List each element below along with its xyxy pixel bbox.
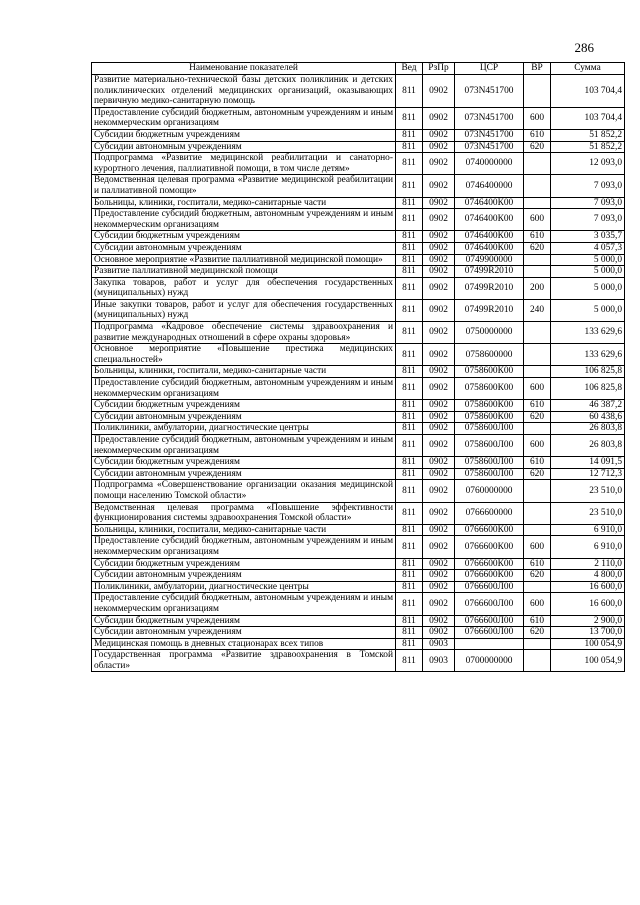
cell-vr: 620	[524, 411, 551, 423]
cell-vr	[524, 322, 551, 344]
table-row	[92, 254, 625, 266]
cell-sum: 2 110,0	[551, 558, 625, 570]
cell-vr: 620	[524, 570, 551, 582]
cell-rzpr: 0902	[423, 570, 455, 582]
cell-sum: 100 054,9	[551, 650, 625, 672]
cell-vr	[524, 366, 551, 378]
table-row	[92, 277, 625, 299]
cell-name: Субсидии автономным учреждениям	[92, 570, 396, 582]
cell-ved: 811	[396, 650, 423, 672]
cell-csr: 0758600К00	[455, 411, 524, 423]
cell-vr	[524, 75, 551, 108]
cell-name: Больницы, клиники, госпитали, медико-санитарные части	[92, 366, 396, 378]
cell-rzpr: 0902	[423, 366, 455, 378]
cell-rzpr: 0902	[423, 107, 455, 129]
cell-csr: 0760000000	[455, 480, 524, 502]
cell-name: Субсидии автономным учреждениям	[92, 141, 396, 153]
cell-csr: 073N451700	[455, 129, 524, 141]
cell-name: Субсидии бюджетным учреждениям	[92, 400, 396, 412]
cell-vr	[524, 197, 551, 209]
page-number: 286	[574, 40, 594, 55]
cell-ved: 811	[396, 197, 423, 209]
cell-rzpr: 0902	[423, 536, 455, 558]
table-row	[92, 593, 625, 615]
cell-csr: 0766600К00	[455, 558, 524, 570]
cell-rzpr: 0902	[423, 502, 455, 524]
cell-vr	[524, 153, 551, 175]
cell-ved: 811	[396, 411, 423, 423]
table-row	[92, 107, 625, 129]
cell-name: Основное мероприятие «Развитие паллиативной медицинской помощи»	[92, 254, 396, 266]
cell-csr: 0758600К00	[455, 378, 524, 400]
cell-ved: 811	[396, 536, 423, 558]
table-row	[92, 299, 625, 321]
cell-csr: 0758600000	[455, 344, 524, 366]
cell-name: Подпрограмма «Развитие медицинской реабилитации и санаторно-курортного лечения, паллиативной помощи, в том числе детям»	[92, 153, 396, 175]
cell-vr: 200	[524, 277, 551, 299]
table-row	[92, 378, 625, 400]
table-row	[92, 366, 625, 378]
cell-name: Государственная программа «Развитие здравоохранения в Томской области»	[92, 650, 396, 672]
cell-rzpr: 0902	[423, 435, 455, 457]
cell-sum: 46 387,2	[551, 400, 625, 412]
cell-name: Предоставление субсидий бюджетным, автономным учреждениям и иным некоммерческим организациям	[92, 209, 396, 231]
cell-vr	[524, 502, 551, 524]
table-row	[92, 627, 625, 639]
cell-vr: 600	[524, 209, 551, 231]
cell-ved: 811	[396, 277, 423, 299]
cell-csr: 073N451700	[455, 141, 524, 153]
cell-vr	[524, 344, 551, 366]
cell-csr: 0746400К00	[455, 197, 524, 209]
cell-rzpr: 0902	[423, 254, 455, 266]
cell-rzpr: 0902	[423, 400, 455, 412]
cell-rzpr: 0902	[423, 175, 455, 197]
table-row	[92, 411, 625, 423]
cell-rzpr: 0902	[423, 457, 455, 469]
table-row	[92, 175, 625, 197]
table-row	[92, 231, 625, 243]
cell-sum: 4 800,0	[551, 570, 625, 582]
cell-csr: 07499R2010	[455, 277, 524, 299]
cell-vr: 600	[524, 593, 551, 615]
cell-ved: 811	[396, 141, 423, 153]
cell-vr: 600	[524, 536, 551, 558]
table-row	[92, 558, 625, 570]
cell-csr: 07499R2010	[455, 299, 524, 321]
cell-ved: 811	[396, 107, 423, 129]
cell-rzpr: 0902	[423, 615, 455, 627]
cell-ved: 811	[396, 457, 423, 469]
cell-sum: 26 803,8	[551, 423, 625, 435]
cell-sum: 7 093,0	[551, 209, 625, 231]
table-row	[92, 129, 625, 141]
cell-name: Подпрограмма «Кадровое обеспечение системы здравоохранения и развитие международных отношений в сфере охраны здоровья»	[92, 322, 396, 344]
cell-ved: 811	[396, 480, 423, 502]
table-row	[92, 266, 625, 278]
cell-name: Субсидии автономным учреждениям	[92, 242, 396, 254]
cell-ved: 811	[396, 75, 423, 108]
cell-csr: 0758600Л00	[455, 435, 524, 457]
cell-csr: 0766600К00	[455, 570, 524, 582]
table-row	[92, 536, 625, 558]
cell-name: Больницы, клиники, госпитали, медико-санитарные части	[92, 197, 396, 209]
cell-csr: 0746400000	[455, 175, 524, 197]
cell-name: Ведомственная целевая программа «Повышение эффективности функционирования системы здравоохранения Томской области»	[92, 502, 396, 524]
table-row	[92, 524, 625, 536]
cell-sum: 16 600,0	[551, 581, 625, 593]
cell-ved: 811	[396, 209, 423, 231]
cell-name: Субсидии бюджетным учреждениям	[92, 231, 396, 243]
cell-csr: 073N451700	[455, 107, 524, 129]
header-vr: ВР	[524, 63, 551, 75]
cell-sum: 2 900,0	[551, 615, 625, 627]
cell-ved: 811	[396, 570, 423, 582]
cell-ved: 811	[396, 242, 423, 254]
cell-name: Субсидии бюджетным учреждениям	[92, 558, 396, 570]
cell-sum: 14 091,5	[551, 457, 625, 469]
table-row	[92, 650, 625, 672]
table-row	[92, 153, 625, 175]
cell-rzpr: 0902	[423, 75, 455, 108]
table-row	[92, 344, 625, 366]
cell-name: Субсидии бюджетным учреждениям	[92, 129, 396, 141]
cell-rzpr: 0902	[423, 129, 455, 141]
cell-ved: 811	[396, 615, 423, 627]
cell-sum: 133 629,6	[551, 322, 625, 344]
cell-csr: 0758600Л00	[455, 468, 524, 480]
cell-rzpr: 0902	[423, 593, 455, 615]
cell-vr	[524, 175, 551, 197]
cell-ved: 811	[396, 254, 423, 266]
cell-vr: 610	[524, 231, 551, 243]
cell-vr	[524, 650, 551, 672]
cell-rzpr: 0902	[423, 423, 455, 435]
cell-rzpr: 0902	[423, 266, 455, 278]
cell-rzpr: 0902	[423, 411, 455, 423]
cell-sum: 13 700,0	[551, 627, 625, 639]
table-row	[92, 468, 625, 480]
cell-rzpr: 0902	[423, 581, 455, 593]
cell-name: Подпрограмма «Совершенствование организации оказания медицинской помощи населению Томской области»	[92, 480, 396, 502]
cell-csr: 0758600К00	[455, 366, 524, 378]
table-body	[92, 75, 625, 672]
table-row	[92, 197, 625, 209]
cell-vr	[524, 524, 551, 536]
cell-rzpr: 0902	[423, 277, 455, 299]
cell-sum: 100 054,9	[551, 638, 625, 650]
table-row	[92, 423, 625, 435]
header-name: Наименование показателей	[92, 63, 396, 75]
cell-vr	[524, 423, 551, 435]
table-row	[92, 322, 625, 344]
cell-vr: 600	[524, 107, 551, 129]
cell-name: Предоставление субсидий бюджетным, автономным учреждениям и иным некоммерческим организациям	[92, 107, 396, 129]
table-row	[92, 242, 625, 254]
cell-name: Предоставление субсидий бюджетным, автономным учреждениям и иным некоммерческим организациям	[92, 435, 396, 457]
cell-sum: 26 803,8	[551, 435, 625, 457]
cell-csr: 0766600Л00	[455, 627, 524, 639]
cell-csr: 0766600К00	[455, 524, 524, 536]
cell-csr: 0700000000	[455, 650, 524, 672]
table-row	[92, 502, 625, 524]
table-row	[92, 400, 625, 412]
cell-sum: 6 910,0	[551, 524, 625, 536]
cell-sum: 12 093,0	[551, 153, 625, 175]
cell-csr: 0758600К00	[455, 400, 524, 412]
cell-name: Субсидии бюджетным учреждениям	[92, 457, 396, 469]
cell-sum: 60 438,6	[551, 411, 625, 423]
cell-ved: 811	[396, 593, 423, 615]
cell-sum: 103 704,4	[551, 107, 625, 129]
cell-vr: 600	[524, 378, 551, 400]
cell-sum: 23 510,0	[551, 480, 625, 502]
cell-csr: 0746400К00	[455, 242, 524, 254]
cell-name: Развитие материально-технической базы детских поликлиник и детских поликлинических отделений медицинских организаций, оказывающих первичную медико-санитарную помощь	[92, 75, 396, 108]
cell-name: Субсидии автономным учреждениям	[92, 627, 396, 639]
cell-rzpr: 0902	[423, 231, 455, 243]
cell-ved: 811	[396, 400, 423, 412]
cell-name: Иные закупки товаров, работ и услуг для обеспечения государственных (муниципальных) нужд	[92, 299, 396, 321]
cell-csr: 07499R2010	[455, 266, 524, 278]
cell-name: Медицинская помощь в дневных стационарах всех типов	[92, 638, 396, 650]
cell-sum: 4 057,3	[551, 242, 625, 254]
cell-csr	[455, 638, 524, 650]
cell-sum: 6 910,0	[551, 536, 625, 558]
cell-rzpr: 0902	[423, 141, 455, 153]
cell-vr: 610	[524, 615, 551, 627]
cell-vr: 610	[524, 457, 551, 469]
cell-rzpr: 0902	[423, 209, 455, 231]
cell-vr: 620	[524, 242, 551, 254]
table-row	[92, 141, 625, 153]
cell-sum: 51 852,2	[551, 141, 625, 153]
cell-vr	[524, 480, 551, 502]
cell-name: Больницы, клиники, госпитали, медико-санитарные части	[92, 524, 396, 536]
cell-sum: 106 825,8	[551, 366, 625, 378]
cell-ved: 811	[396, 558, 423, 570]
table-row	[92, 457, 625, 469]
cell-ved: 811	[396, 581, 423, 593]
cell-sum: 12 712,3	[551, 468, 625, 480]
cell-sum: 51 852,2	[551, 129, 625, 141]
cell-vr: 610	[524, 558, 551, 570]
cell-sum: 7 093,0	[551, 175, 625, 197]
cell-sum: 5 000,0	[551, 266, 625, 278]
cell-vr: 620	[524, 468, 551, 480]
cell-csr: 0758600Л00	[455, 423, 524, 435]
cell-vr	[524, 638, 551, 650]
cell-ved: 811	[396, 524, 423, 536]
cell-sum: 106 825,8	[551, 378, 625, 400]
cell-ved: 811	[396, 129, 423, 141]
cell-csr: 073N451700	[455, 75, 524, 108]
cell-csr: 0766600Л00	[455, 615, 524, 627]
cell-vr: 610	[524, 129, 551, 141]
cell-ved: 811	[396, 266, 423, 278]
cell-rzpr: 0903	[423, 650, 455, 672]
cell-rzpr: 0902	[423, 322, 455, 344]
cell-sum: 133 629,6	[551, 344, 625, 366]
cell-sum: 23 510,0	[551, 502, 625, 524]
cell-vr: 620	[524, 627, 551, 639]
cell-vr: 620	[524, 141, 551, 153]
cell-csr: 0749900000	[455, 254, 524, 266]
cell-sum: 7 093,0	[551, 197, 625, 209]
table-row	[92, 615, 625, 627]
cell-sum: 5 000,0	[551, 299, 625, 321]
cell-rzpr: 0902	[423, 480, 455, 502]
cell-rzpr: 0902	[423, 524, 455, 536]
cell-csr: 0766600К00	[455, 536, 524, 558]
cell-name: Ведомственная целевая программа «Развитие медицинской реабилитации и паллиативной помощи»	[92, 175, 396, 197]
cell-name: Поликлиники, амбулатории, диагностические центры	[92, 423, 396, 435]
cell-sum: 3 035,7	[551, 231, 625, 243]
cell-name: Предоставление субсидий бюджетным, автономным учреждениям и иным некоммерческим организациям	[92, 536, 396, 558]
cell-name: Поликлиники, амбулатории, диагностические центры	[92, 581, 396, 593]
cell-rzpr: 0902	[423, 344, 455, 366]
cell-ved: 811	[396, 299, 423, 321]
table-row	[92, 570, 625, 582]
cell-ved: 811	[396, 638, 423, 650]
cell-rzpr: 0902	[423, 242, 455, 254]
cell-sum: 16 600,0	[551, 593, 625, 615]
table-row	[92, 209, 625, 231]
cell-name: Предоставление субсидий бюджетным, автономным учреждениям и иным некоммерческим организациям	[92, 378, 396, 400]
cell-csr: 0746400К00	[455, 231, 524, 243]
cell-ved: 811	[396, 344, 423, 366]
table-row	[92, 435, 625, 457]
cell-rzpr: 0902	[423, 197, 455, 209]
budget-table	[91, 62, 625, 672]
cell-vr: 600	[524, 435, 551, 457]
header-sum: Сумма	[551, 63, 625, 75]
table-header-row	[92, 63, 625, 75]
table-row	[92, 75, 625, 108]
cell-ved: 811	[396, 378, 423, 400]
cell-sum: 103 704,4	[551, 75, 625, 108]
header-ved: Вед	[396, 63, 423, 75]
cell-ved: 811	[396, 468, 423, 480]
cell-csr: 0750000000	[455, 322, 524, 344]
cell-rzpr: 0902	[423, 299, 455, 321]
cell-vr: 610	[524, 400, 551, 412]
cell-csr: 0758600Л00	[455, 457, 524, 469]
cell-ved: 811	[396, 153, 423, 175]
table-row	[92, 480, 625, 502]
cell-csr: 0740000000	[455, 153, 524, 175]
cell-csr: 0766600000	[455, 502, 524, 524]
cell-rzpr: 0902	[423, 378, 455, 400]
cell-rzpr: 0902	[423, 153, 455, 175]
cell-ved: 811	[396, 231, 423, 243]
cell-ved: 811	[396, 423, 423, 435]
cell-name: Закупка товаров, работ и услуг для обеспечения государственных (муниципальных) нужд	[92, 277, 396, 299]
cell-name: Предоставление субсидий бюджетным, автономным учреждениям и иным некоммерческим организациям	[92, 593, 396, 615]
cell-rzpr: 0902	[423, 468, 455, 480]
cell-vr	[524, 254, 551, 266]
cell-vr: 240	[524, 299, 551, 321]
cell-name: Субсидии автономным учреждениям	[92, 411, 396, 423]
cell-rzpr: 0902	[423, 558, 455, 570]
cell-name: Субсидии бюджетным учреждениям	[92, 615, 396, 627]
cell-ved: 811	[396, 502, 423, 524]
cell-vr	[524, 581, 551, 593]
cell-rzpr: 0903	[423, 638, 455, 650]
cell-sum: 5 000,0	[551, 254, 625, 266]
cell-ved: 811	[396, 322, 423, 344]
cell-ved: 811	[396, 435, 423, 457]
cell-ved: 811	[396, 627, 423, 639]
cell-sum: 5 000,0	[551, 277, 625, 299]
header-rzpr: РзПр	[423, 63, 455, 75]
cell-ved: 811	[396, 175, 423, 197]
cell-csr: 0746400К00	[455, 209, 524, 231]
cell-name: Развитие паллиативной медицинской помощи	[92, 266, 396, 278]
cell-rzpr: 0902	[423, 627, 455, 639]
cell-name: Субсидии автономным учреждениям	[92, 468, 396, 480]
cell-name: Основное мероприятие «Повышение престижа медицинских специальностей»	[92, 344, 396, 366]
cell-csr: 0766600Л00	[455, 581, 524, 593]
cell-ved: 811	[396, 366, 423, 378]
table-row	[92, 638, 625, 650]
cell-vr	[524, 266, 551, 278]
cell-csr: 0766600Л00	[455, 593, 524, 615]
table-row	[92, 581, 625, 593]
header-csr: ЦСР	[455, 63, 524, 75]
